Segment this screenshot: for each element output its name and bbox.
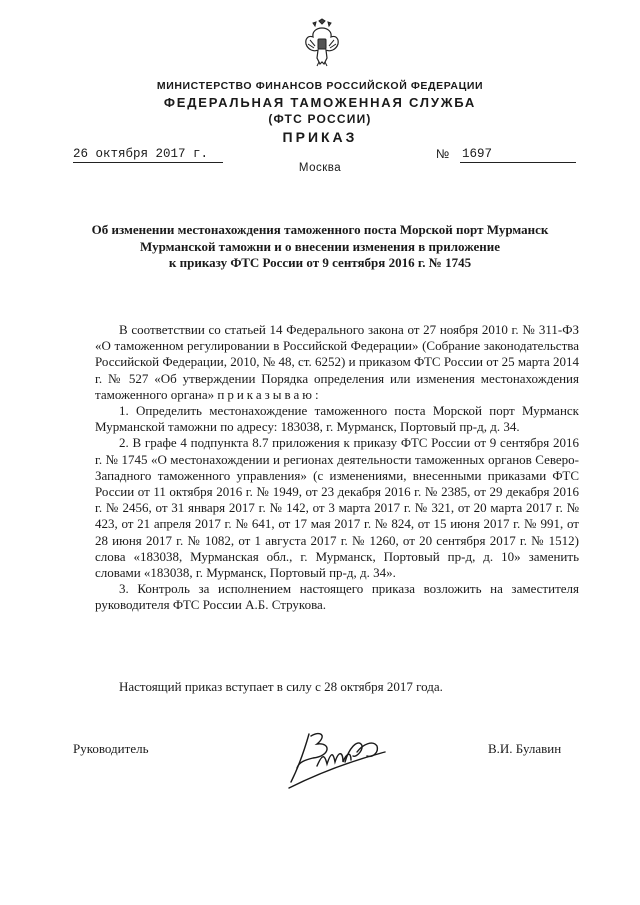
effective-date-paragraph: Настоящий приказ вступает в силу с 28 октября 2017 года. <box>119 679 443 694</box>
order-number: 1697 <box>460 147 576 163</box>
coat-of-arms-icon <box>302 18 342 68</box>
title-line: к приказу ФТС России от 9 сентября 2016 г. № 1745 <box>168 255 472 270</box>
service-short-name: (ФТС РОССИИ) <box>268 112 372 126</box>
handwritten-signature <box>287 722 387 794</box>
ministry-name: МИНИСТЕРСТВО ФИНАНСОВ РОССИЙСКОЙ ФЕДЕРАЦИИ <box>156 80 484 92</box>
preamble-text: В соответствии со статьей 14 Федерального закона от 27 ноября 2010 г. № 311-ФЗ «О таможенном регулировании в Российской Федерации» (Собрание законодательства Российской Федерации, 2010, № 48, ст. 6252) и приказом ФТС России от 25 марта 2014 г. № 527 «Об утверждении Порядка определения или изменения местонахождения таможенного органа» <box>95 322 579 402</box>
signatory-name: В.И. Булавин <box>488 741 562 756</box>
order-date: 26 октября 2017 г. <box>73 147 223 163</box>
document-body <box>95 322 579 614</box>
signatory-role: Руководитель <box>73 741 149 756</box>
order-number-label: № <box>436 147 450 161</box>
document-title <box>0 222 640 272</box>
orders-word: приказываю: <box>217 386 322 402</box>
service-name: ФЕДЕРАЛЬНАЯ ТАМОЖЕННАЯ СЛУЖБА <box>163 95 477 110</box>
item-2: 2. В графе 4 подпункта 8.7 приложения к приказу ФТС России от 9 сентября 2016 г. № 1745 «О местонахождении и регионах деятельности таможенных органов Северо-Западного таможенного управления» (с изменениями, внесенными приказами ФТС России от 11 октября 2016 г. № 1949, от 23 декабря 2016 г. № 2385, от 29 декабря 2016 г. № 2456, от 31 января 2017 г. № 142, от 3 марта 2017 г. № 321, от 20 марта 2017 г. № 423, от 21 апреля 2017 г. № 641, от 17 мая 2017 г. № 824, от 15 июня 2017 г. № 991, от 28 июня 2017 г. № 1082, от 1 августа 2017 г. № 1260, от 20 сентября 2017 г. № 1512) слова «183038, Мурманская обл., г. Мурманск, Портовый пр-д, д. 10» заменить словами «183038, г. Мурманск, Портовый пр-д, д. 34». <box>95 435 579 581</box>
document-type: ПРИКАЗ <box>282 129 358 145</box>
item-3: 3. Контроль за исполнением настоящего приказа возложить на заместителя руководителя ФТС России А.Б. Струкова. <box>95 581 579 613</box>
city: Москва <box>298 162 342 174</box>
title-line: Мурманской таможни и о внесении изменения в приложение <box>139 238 501 254</box>
item-1: 1. Определить местонахождение таможенного поста Морской порт Мурманск Мурманской таможни по адресу: 183038, г. Мурманск, Портовый пр-д, д. 34. <box>95 403 579 435</box>
preamble-paragraph <box>95 322 579 403</box>
title-line: Об изменении местонахождения таможенного поста Морской порт Мурманск <box>91 222 549 237</box>
